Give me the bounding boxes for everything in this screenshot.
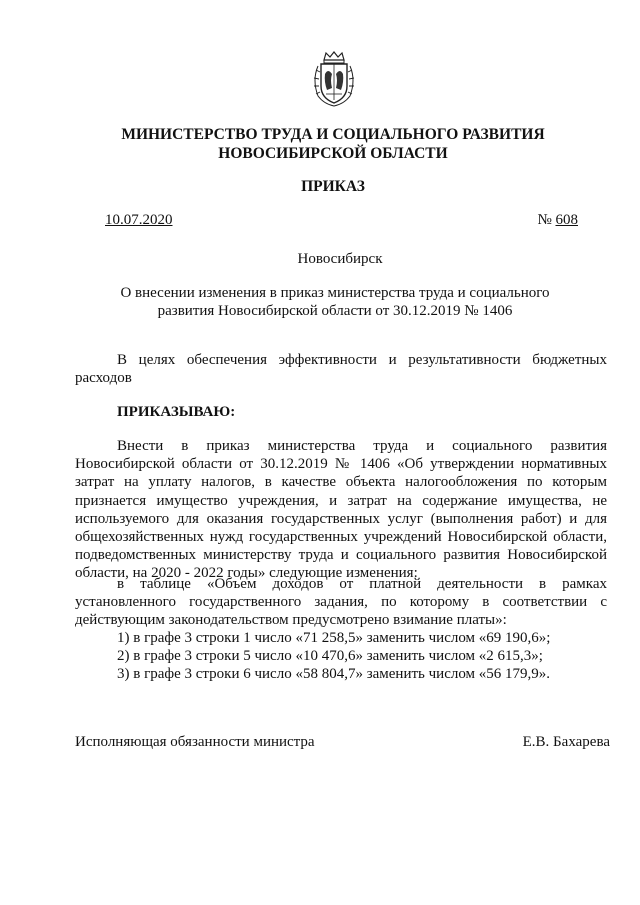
order-number	[537, 212, 578, 229]
ministry-name-line1: МИНИСТЕРСТВО ТРУДА И СОЦИАЛЬНОГО РАЗВИТИЯ	[121, 126, 545, 143]
order-subject: О внесении изменения в приказ министерства труда и социального развития Новосибирской области от 30.12.2019 № 1406	[120, 285, 550, 319]
change-item-1: 1) в графе 3 строки 1 число «71 258,5» заменить числом «69 190,6»;	[117, 630, 551, 646]
signatory-name: Е.В. Бахарева	[522, 734, 610, 750]
novosibirsk-coat-of-arms-icon	[310, 50, 358, 108]
signatory-position: Исполняющая обязанности министра	[75, 734, 315, 750]
table-intro-paragraph: в таблице «Объем доходов от платной деятельности в рамках установленного государственного задания, по которому в соответствии с действующим законодательством предусмотрено взимание платы»:	[75, 576, 607, 629]
main-paragraph: Внести в приказ министерства труда и социального развития Новосибирской области от 30.12.2019 № 1406 «Об утверждении нормативных затрат на уплату налогов, в качестве объекта налогообложения по которым признается имущество учреждения, и затрат на содержание имущества, не используемого для оказания государственных услуг (выполнения работ) и для общехозяйственных нужд государственных учреждений Новосибирской области, подведомственных министерству труда и социального развития Новосибирской области, на 2020 - 2022 годы» следующие изменения:	[75, 438, 607, 582]
order-number-prefix: №	[537, 212, 556, 228]
order-directive: ПРИКАЗЫВАЮ:	[117, 404, 236, 420]
purpose-paragraph: В целях обеспечения эффективности и результативности бюджетных расходов	[75, 352, 607, 387]
change-item-2: 2) в графе 3 строки 5 число «10 470,6» заменить числом «2 615,3»;	[117, 648, 543, 664]
order-number-value: 608	[555, 212, 578, 228]
document-type: ПРИКАЗ	[301, 178, 365, 195]
change-item-3: 3) в графе 3 строки 6 число «58 804,7» заменить числом «56 179,9».	[117, 666, 551, 682]
ministry-name-line2: НОВОСИБИРСКОЙ ОБЛАСТИ	[218, 145, 448, 162]
city: Новосибирск	[297, 251, 383, 267]
order-date: 10.07.2020	[105, 212, 173, 228]
